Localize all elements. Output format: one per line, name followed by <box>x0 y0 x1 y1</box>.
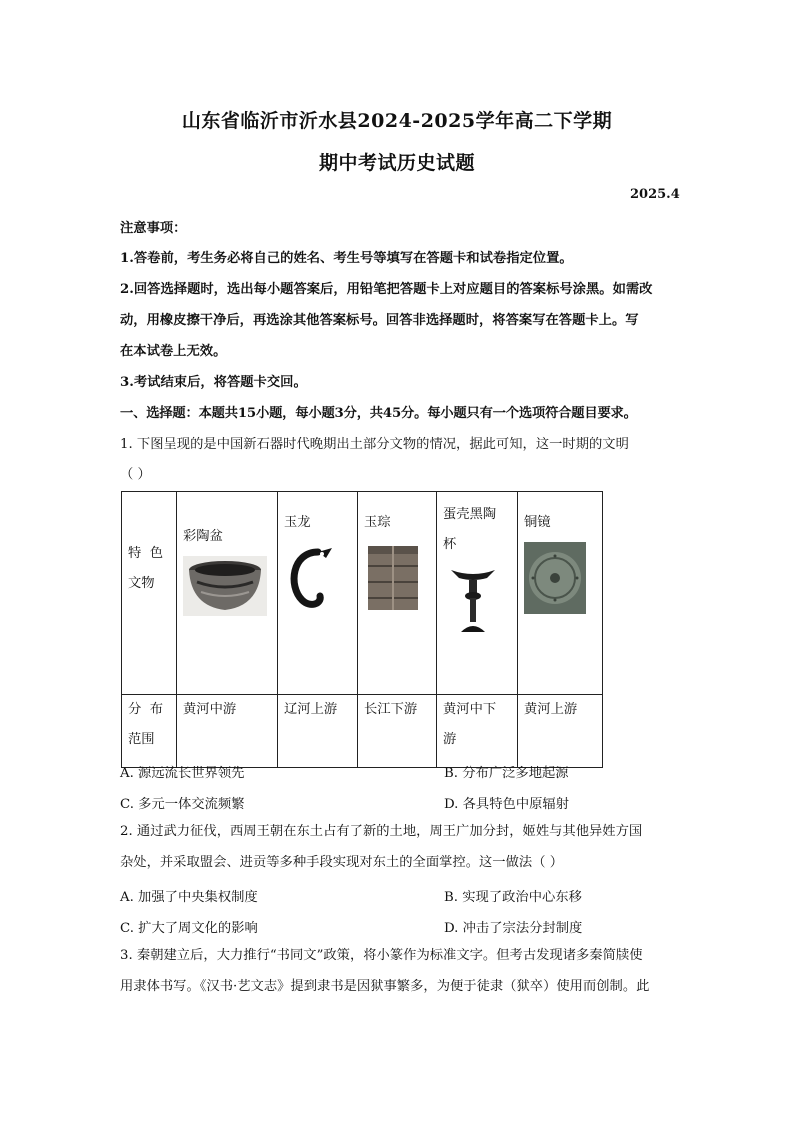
note-1: 1.答卷前，考生务必将自己的姓名、考生号等填写在答题卡和试卷指定位置。 <box>120 251 573 266</box>
q3-stem-line1: 3. 秦朝建立后，大力推行“书同文”政策，将小篆作为标准文字。但考古发现诸多秦简牍使 <box>120 948 643 963</box>
row-header-relics-line2: 文物 <box>128 576 155 591</box>
relic-cell <box>278 492 358 695</box>
q1-stem-line1: 1. 下图呈现的是中国新石器时代晚期出土部分文物的情况，据此可知，这一时期的文明 <box>120 437 629 452</box>
jade-dragon-image <box>284 542 344 612</box>
row-header-relics-line1: 特 色 <box>128 546 164 561</box>
relic-cell <box>358 492 437 695</box>
q3-stem-line2: 用隶体书写。《汉书·艺文志》提到隶书是因狱事繁多，为便于徒隶（狱卒）使用而创制。此 <box>120 979 650 994</box>
relic-cell <box>437 492 518 695</box>
q1-option-b[interactable]: B. 分布广泛多地起源 <box>444 766 569 781</box>
exam-title-line1: 山东省临沂市沂水县2024-2025学年高二下学期 <box>181 110 613 132</box>
q1-option-a[interactable]: A. 源远流长世界领先 <box>120 766 245 781</box>
note-3: 3.考试结束后，将答题卡交回。 <box>120 375 307 390</box>
relic-name: 玉龙 <box>284 515 311 530</box>
relic-name-line2: 杯 <box>443 537 457 552</box>
region-cell <box>437 695 518 768</box>
q1-option-d[interactable]: D. 各具特色中原辐射 <box>444 797 570 812</box>
relic-cell <box>518 492 603 695</box>
note-2-line1: 2.回答选择题时，选出每小题答案后，用铅笔把答题卡上对应题目的答案标号涂黑。如需改 <box>120 282 653 297</box>
q1-stem-line2: （ ） <box>120 467 151 482</box>
region-cell: 黄河上游 <box>518 695 603 768</box>
section1-heading: 一、选择题：本题共15小题，每小题3分，共45分。每小题只有一个选项符合题目要求。 <box>120 406 637 421</box>
q1-option-c[interactable]: C. 多元一体交流频繁 <box>120 797 245 812</box>
row-header-region-line1: 分 布 <box>128 702 164 717</box>
relic-name-line1: 蛋壳黑陶 <box>443 507 497 522</box>
note-2-line3: 在本试卷上无效。 <box>120 344 227 359</box>
relic-name: 铜镜 <box>524 515 551 530</box>
region-row <box>122 695 603 768</box>
region-cell: 黄河中游 <box>177 695 278 768</box>
q2-option-a[interactable]: A. 加强了中央集权制度 <box>120 890 258 905</box>
q2-option-b[interactable]: B. 实现了政治中心东移 <box>444 890 582 905</box>
row-header-relics <box>122 492 177 695</box>
q2-option-c[interactable]: C. 扩大了周文化的影响 <box>120 921 258 936</box>
eggshell-black-pottery-cup-image <box>443 564 503 636</box>
row-header-region-line2: 范围 <box>128 732 155 747</box>
row-header-region <box>122 695 177 768</box>
relic-name: 彩陶盆 <box>183 529 223 544</box>
relic-row <box>122 492 603 695</box>
jade-cong-image <box>364 542 422 614</box>
q2-stem-line2: 杂处，并采取盟会、进贡等多种手段实现对东土的全面掌控。这一做法（ ） <box>120 855 564 870</box>
notes-heading: 注意事项： <box>120 221 187 236</box>
q2-stem-line1: 2. 通过武力征伐，西周王朝在东土占有了新的土地，周王广加分封，姬姓与其他异姓方国 <box>120 824 643 839</box>
relic-table <box>121 491 603 768</box>
region-cell: 辽河上游 <box>278 695 358 768</box>
exam-date: 2025.4 <box>630 187 680 202</box>
region-line1: 黄河中下 <box>443 702 497 717</box>
exam-title-line2: 期中考试历史试题 <box>318 152 475 174</box>
q2-option-d[interactable]: D. 冲击了宗法分封制度 <box>444 921 583 936</box>
painted-pottery-basin-image <box>183 556 267 616</box>
region-line2: 游 <box>443 732 457 747</box>
relic-name: 玉琮 <box>364 515 391 530</box>
note-2-line2: 动，用橡皮擦干净后，再选涂其他答案标号。回答非选择题时，将答案写在答题卡上。写 <box>120 313 639 328</box>
region-cell: 长江下游 <box>358 695 437 768</box>
bronze-mirror-image <box>524 542 586 614</box>
relic-cell <box>177 492 278 695</box>
